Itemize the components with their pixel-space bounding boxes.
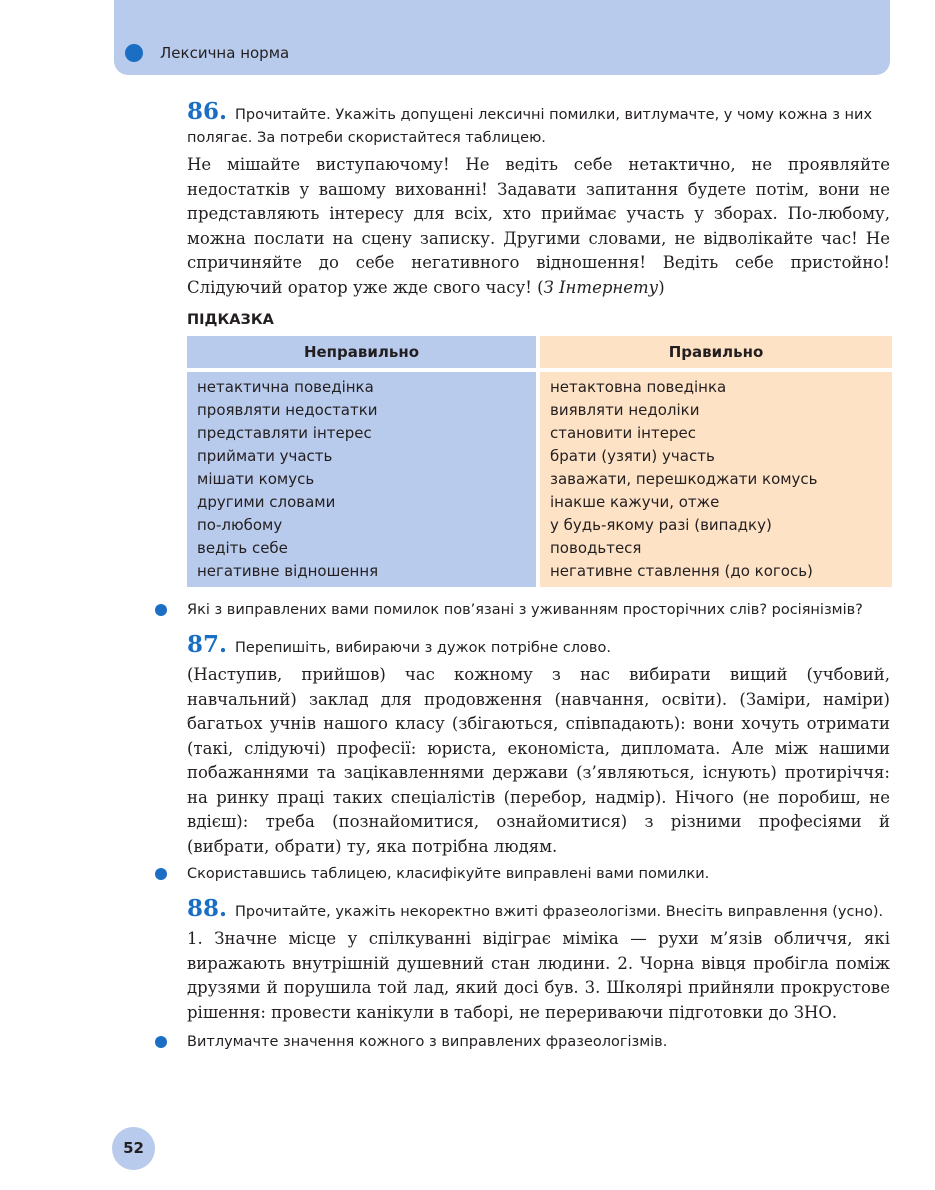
table-cell: ведіть себе — [197, 539, 288, 557]
task-86-source: З Інтернету — [543, 277, 659, 297]
table-cell: брати (узяти) участь — [550, 447, 715, 465]
task-88-question: Витлумачте значення кожного з виправлених фразеологізмів. — [187, 1031, 890, 1053]
table-cell: нетактична поведінка — [197, 378, 374, 396]
page-number: 52 — [112, 1127, 155, 1170]
bullet-icon — [155, 1036, 167, 1048]
table-cell: заважати, перешкоджати комусь — [550, 470, 818, 488]
table-cell: поводьтеся — [550, 539, 642, 557]
table-cell: негативне відношення — [197, 562, 379, 580]
bullet-icon — [155, 868, 167, 880]
table-cell: представляти інтерес — [197, 424, 372, 442]
hint-table — [187, 336, 892, 587]
task-87-question: Скориставшись таблицею, класифікуйте виправлені вами помилки. — [187, 863, 890, 885]
table-cell: нетактовна поведінка — [550, 378, 727, 396]
task-87-text: (Наступив, прийшов) час кожному з нас вибирати вищий (учбовий, навчальний) заклад для продовження (навчання, освіти). (Заміри, наміри) багатьох учнів нашого класу (збігаються, співпадають): вони хочуть отримати (такі, слідуючі) професії: юриста, економіста, дипломата. Але між нашими побажаннями та зацікавленнями держави (з’являються, існують) протиріччя: на ринку праці таких спеціалістів (перебор, надмір). Нічого (не поробиш, не вдієш): треба (познайомитися, ознайомитися) з різними професіями й (вибрати, обрати) ту, яка потрібна людям. — [187, 665, 890, 856]
section-title: Лексична норма — [160, 44, 290, 62]
table-cell: у будь-якому разі (випадку) — [550, 516, 772, 534]
table-cell: інакше кажучи, отже — [550, 493, 720, 511]
table-column-wrong — [187, 372, 536, 587]
table-header-wrong: Неправильно — [187, 336, 536, 368]
section-bullet-icon — [125, 44, 143, 62]
table-cell: мішати комусь — [197, 470, 315, 488]
task-88-number: 88. — [187, 895, 228, 922]
table-cell: другими словами — [197, 493, 336, 511]
hint-label: ПІДКАЗКА — [187, 312, 274, 328]
task-87-number: 87. — [187, 631, 228, 658]
table-header-right: Правильно — [540, 336, 892, 368]
bullet-icon — [155, 604, 167, 616]
task-87-instruction: 87. Перепишіть, вибираючи з дужок потрібне слово. — [187, 631, 611, 658]
page-content — [187, 100, 890, 1053]
table-cell: негативне ставлення (до когось) — [550, 562, 813, 580]
table-cell: проявляти недостатки — [197, 401, 378, 419]
table-cell: по-любому — [197, 516, 283, 534]
task-88-text: 1. Значне місце у спілкуванні відіграє міміка — рухи м’язів обличчя, які виражають внутрішній душевний стан людини. 2. Чорна вівця пробігла поміж друзями й порушила той лад, який досі був. 3. Школярі прийняли прокрустове рішення: провести канікули в таборі, не перериваючи підготовки до ЗНО. — [187, 929, 890, 1022]
table-cell: виявляти недоліки — [550, 401, 700, 419]
task-86-text: Не мішайте виступаючому! Не ведіть себе нетактично, не проявляйте недостатків у вашому вихованні! Задавати запитання будете потім, вони не представляють інтересу для всіх, хто приймає участь у зборах. По-любому, можна послати на сцену записку. Другими словами, не відволікайте час! Не спричиняйте до себе негативного відношення! Ведіть себе пристойно! Слідуючий оратор уже жде свого часу! (З Інтернету) — [187, 155, 890, 297]
table-cell: становити інтерес — [550, 424, 696, 442]
page-header — [114, 0, 890, 75]
task-86-instruction: 86. Прочитайте. Укажіть допущені лексичні помилки, витлумачте, у чому кожна з них полягає. За потреби скористайтеся таблицею. — [187, 98, 873, 146]
table-cell: приймати участь — [197, 447, 333, 465]
task-86-question: Які з виправлених вами помилок пов’язані з уживанням просторічних слів? росіянізмів? — [187, 599, 890, 621]
task-86-number: 86. — [187, 98, 228, 125]
task-88-instruction: 88. Прочитайте, укажіть некоректно вжиті фразеологізми. Внесіть виправлення (усно). — [187, 895, 884, 922]
table-column-right — [540, 372, 892, 587]
